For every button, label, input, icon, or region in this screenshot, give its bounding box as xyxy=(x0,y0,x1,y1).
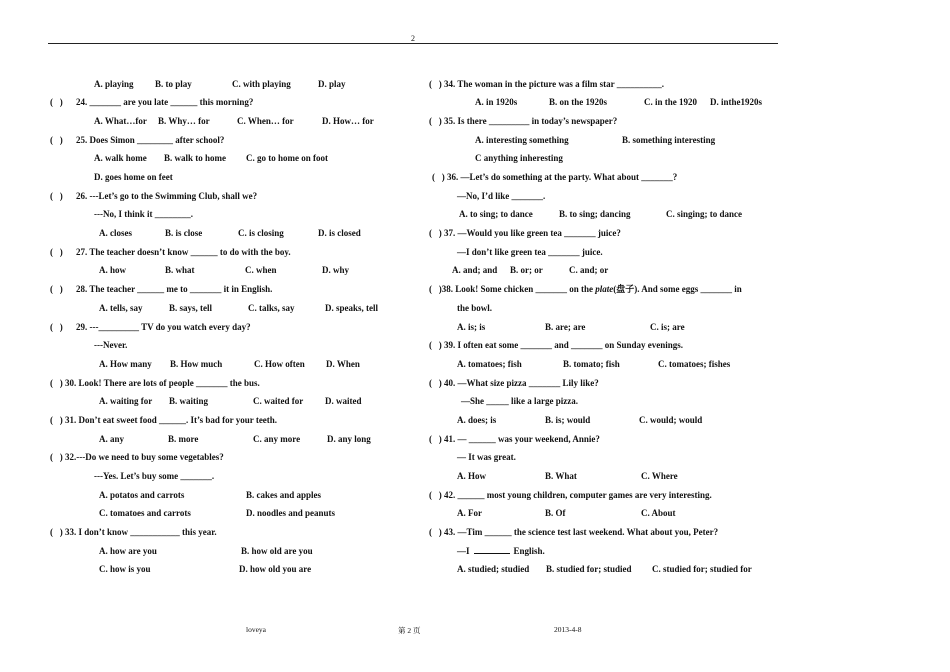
option-c: C. any more xyxy=(253,434,301,444)
question-43: ( ) 43. —Tim ______ the science test last weekend. What about you, Peter? xyxy=(429,527,719,537)
question-35: ( ) 35. Is there _________ in today’s newspaper? xyxy=(429,116,618,126)
question-38-italic-word: plate xyxy=(595,284,614,294)
question-36-reply: —No, I’d like _______. xyxy=(457,191,546,201)
option-a: A. walk home xyxy=(94,153,147,163)
option-a: A. potatos and carrots xyxy=(99,490,185,500)
option-c: C. go to home on foot xyxy=(246,153,328,163)
answer-paren: ( ) xyxy=(50,97,63,107)
header-rule xyxy=(48,43,778,44)
option-b: B. to sing; dancing xyxy=(559,209,631,219)
answer-paren: ( ) xyxy=(50,322,63,332)
question-29: 29. ---_________ TV do you watch every day? xyxy=(76,322,251,332)
option-a: A. waiting for xyxy=(99,396,153,406)
option-a: A. closes xyxy=(99,228,132,238)
option-c: C. tomatoes and carrots xyxy=(99,508,191,518)
option-d: D. How… for xyxy=(322,116,374,126)
option-d: D. inthe1920s xyxy=(710,97,763,107)
option-c: C. and; or xyxy=(569,265,609,275)
option-a: A. to sing; to dance xyxy=(459,209,533,219)
footer-date: 2013-4-8 xyxy=(554,625,582,634)
option-b: B. something interesting xyxy=(622,135,716,145)
option-c: C anything inheresting xyxy=(475,153,563,163)
question-42: ( ) 42. ______ most young children, computer games are very interesting. xyxy=(429,490,712,500)
option-a: A. how xyxy=(99,265,127,275)
question-41-reply: — It was great. xyxy=(457,452,516,462)
answer-paren: ( ) xyxy=(50,135,63,145)
option-c: C. is; are xyxy=(650,322,685,332)
question-41: ( ) 41. — ______ was your weekend, Annie? xyxy=(429,434,600,444)
option-b: B. what xyxy=(165,265,195,275)
option-b: B. are; are xyxy=(545,322,586,332)
question-38 xyxy=(429,284,742,295)
option-b: B. How much xyxy=(170,359,223,369)
option-b: B. to play xyxy=(155,79,192,89)
answer-paren: ( ) xyxy=(50,191,63,201)
option-b: B. is close xyxy=(165,228,203,238)
question-27: 27. The teacher doesn’t know ______ to do with the boy. xyxy=(76,247,291,257)
question-37: ( ) 37. —Would you like green tea _______ juice? xyxy=(429,228,621,238)
option-c: C. About xyxy=(641,508,676,518)
option-b: B. on the 1920s xyxy=(549,97,608,107)
question-30: ( ) 30. Look! There are lots of people _______ the bus. xyxy=(50,378,260,388)
option-a: A. playing xyxy=(94,79,134,89)
question-32-reply: ---Yes. Let’s buy some _______. xyxy=(94,471,215,481)
question-38-text-end: (盘子). And some eggs _______ in xyxy=(613,284,742,294)
option-b: B. more xyxy=(168,434,199,444)
option-b: B. cakes and apples xyxy=(246,490,322,500)
option-c: C. Where xyxy=(641,471,678,481)
option-c: C. waited for xyxy=(253,396,304,406)
option-a: A. tomatoes; fish xyxy=(457,359,522,369)
option-c: C. in the 1920 xyxy=(644,97,698,107)
option-d: D. is closed xyxy=(318,228,361,238)
option-a: A. How xyxy=(457,471,486,481)
footer-page: 第 2 页 xyxy=(398,626,421,635)
option-d: D. why xyxy=(322,265,350,275)
option-d: D. goes home on feet xyxy=(94,172,173,182)
option-a: A. and; and xyxy=(452,265,498,275)
option-c: C. talks, say xyxy=(248,303,295,313)
option-b: B. how old are you xyxy=(241,546,313,556)
question-40-reply: —She _____ like a large pizza. xyxy=(461,396,578,406)
question-29-reply: ---Never. xyxy=(94,340,128,350)
option-c: C. would; would xyxy=(639,415,703,425)
option-c: C. is closing xyxy=(238,228,284,238)
option-c: C. tomatoes; fishes xyxy=(658,359,731,369)
option-a: A. studied; studied xyxy=(457,564,530,574)
option-b: B. studied for; studied xyxy=(546,564,632,574)
question-32: ( ) 32.---Do we need to buy some vegetables? xyxy=(50,452,224,462)
question-37-reply: —I don’t like green tea _______ juice. xyxy=(457,247,603,257)
header-page-number: 2 xyxy=(411,34,415,43)
option-a: A. What…for xyxy=(94,116,147,126)
option-c: C. When… for xyxy=(237,116,294,126)
option-b: B. Of xyxy=(545,508,566,518)
option-b: B. Why… for xyxy=(158,116,210,126)
option-d: D. speaks, tell xyxy=(325,303,379,313)
option-a: A. tells, say xyxy=(99,303,143,313)
option-c: C. when xyxy=(245,265,277,275)
option-c: C. studied for; studied for xyxy=(652,564,752,574)
option-b: B. walk to home xyxy=(164,153,227,163)
option-d: D. any long xyxy=(327,434,371,444)
question-39: ( ) 39. I often eat some _______ and _______ on Sunday evenings. xyxy=(429,340,684,350)
option-b: B. What xyxy=(545,471,577,481)
option-d: D. noodles and peanuts xyxy=(246,508,336,518)
option-a: A. is; is xyxy=(457,322,486,332)
option-d: D. play xyxy=(318,79,346,89)
answer-paren: ( ) xyxy=(50,284,63,294)
question-26-reply: ---No, I think it ________. xyxy=(94,209,194,219)
option-c: C. how is you xyxy=(99,564,151,574)
answer-paren: ( ) xyxy=(50,247,63,257)
option-a: A. any xyxy=(99,434,125,444)
answer-blank xyxy=(474,546,510,554)
option-a: A. in 1920s xyxy=(475,97,518,107)
option-d: D. When xyxy=(326,359,360,369)
question-36: ( ) 36. —Let’s do something at the party. What about _______? xyxy=(432,172,678,182)
option-a: A. How many xyxy=(99,359,152,369)
question-26: 26. ---Let’s go to the Swimming Club, shall we? xyxy=(76,191,258,201)
option-b: B. says, tell xyxy=(169,303,213,313)
question-40: ( ) 40. —What size pizza _______ Lily like? xyxy=(429,378,599,388)
question-43-reply xyxy=(457,546,545,557)
option-c: C. How often xyxy=(254,359,305,369)
option-b: B. tomato; fish xyxy=(563,359,620,369)
question-31: ( ) 31. Don’t eat sweet food ______. It’s bad for your teeth. xyxy=(50,415,278,425)
option-d: D. how old you are xyxy=(239,564,312,574)
question-28: 28. The teacher ______ me to _______ it in English. xyxy=(76,284,273,294)
question-24: 24. _______ are you late ______ this morning? xyxy=(76,97,254,107)
question-43-reply-end: English. xyxy=(513,546,545,556)
option-b: B. is; would xyxy=(545,415,591,425)
option-b: B. or; or xyxy=(510,265,543,275)
option-c: C. singing; to dance xyxy=(666,209,743,219)
option-a: A. interesting something xyxy=(475,135,569,145)
question-43-reply-start: —I xyxy=(457,546,470,556)
question-38-continued: the bowl. xyxy=(457,303,493,313)
option-a: A. does; is xyxy=(457,415,497,425)
option-b: B. waiting xyxy=(169,396,209,406)
option-c: C. with playing xyxy=(232,79,291,89)
option-a: A. For xyxy=(457,508,482,518)
footer-author: loveya xyxy=(246,625,266,634)
question-34: ( ) 34. The woman in the picture was a film star __________. xyxy=(429,79,664,89)
option-a: A. how are you xyxy=(99,546,157,556)
question-33: ( ) 33. I don’t know ___________ this year. xyxy=(50,527,217,537)
question-25: 25. Does Simon ________ after school? xyxy=(76,135,225,145)
option-d: D. waited xyxy=(325,396,362,406)
question-38-text: ( )38. Look! Some chicken _______ on the xyxy=(429,284,596,294)
